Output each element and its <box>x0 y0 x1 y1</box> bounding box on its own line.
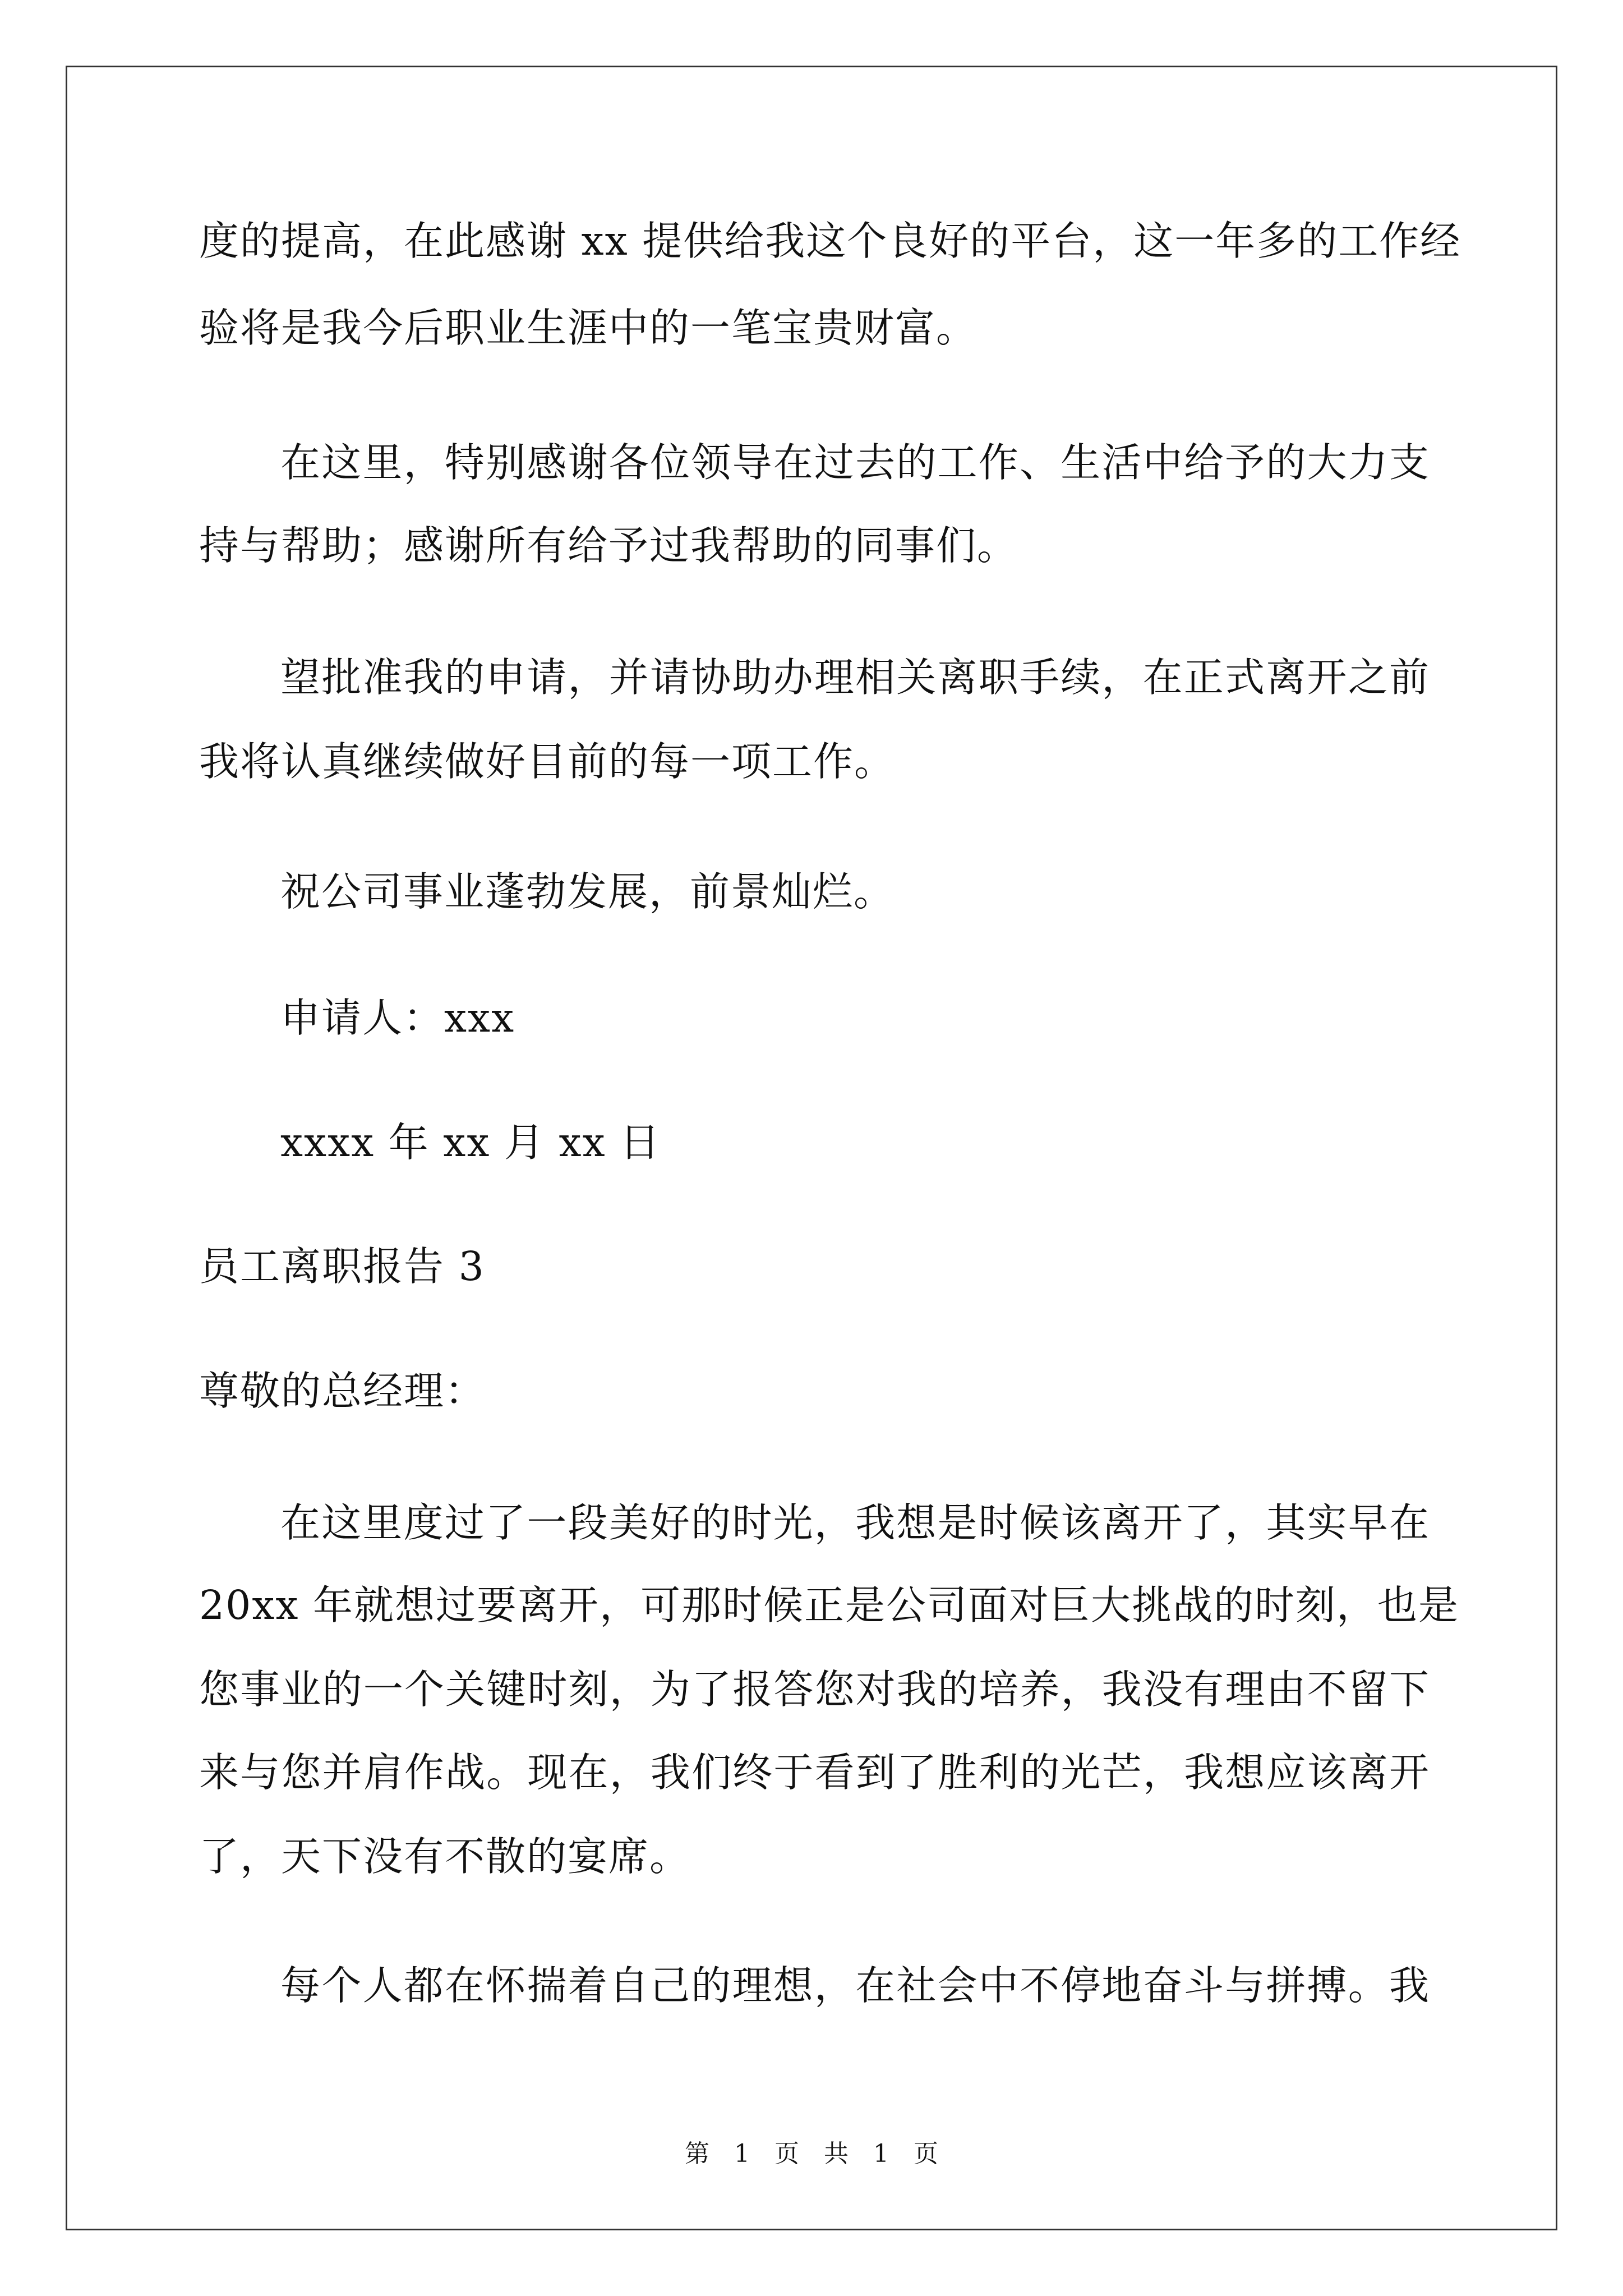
page-footer <box>0 2137 1623 2171</box>
text-line: 望批准我的申请，并请协助办理相关离职手续，在正式离开之前 <box>280 654 1430 701</box>
text-line: 来与您并肩作战。现在，我们终于看到了胜利的光芒，我想应该离开 <box>199 1749 1430 1796</box>
text-line: 祝公司事业蓬勃发展，前景灿烂。 <box>280 868 895 915</box>
text-line: 持与帮助；感谢所有给予过我帮助的同事们。 <box>199 522 1018 569</box>
salutation: 尊敬的总经理： <box>199 1368 486 1414</box>
text-line: 您事业的一个关键时刻，为了报答您对我的培养，我没有理由不留下 <box>199 1666 1430 1713</box>
text-line: 了，天下没有不散的宴席。 <box>199 1833 691 1880</box>
text-line: 在这里，特别感谢各位领导在过去的工作、生活中给予的大力支 <box>280 439 1430 486</box>
text-line: 在这里度过了一段美好的时光，我想是时候该离开了，其实早在 <box>280 1499 1430 1546</box>
page-number: 第 1 页 <box>685 2139 799 2168</box>
text-line: 每个人都在怀揣着自己的理想，在社会中不停地奋斗与拼搏。我 <box>280 1962 1430 2009</box>
text-line: 度的提高，在此感谢 xx 提供给我这个良好的平台，这一年多的工作经 <box>199 218 1461 264</box>
section-heading: 员工离职报告 3 <box>199 1243 485 1290</box>
signature-applicant: 申请人：xxx <box>280 995 515 1041</box>
text-line: 20xx 年就想过要离开，可那时候正是公司面对巨大挑战的时刻，也是 <box>199 1582 1459 1628</box>
text-line: 验将是我今后职业生涯中的一笔宝贵财富。 <box>199 305 978 351</box>
text-line: 我将认真继续做好目前的每一项工作。 <box>199 738 896 785</box>
signature-date: xxxx 年 xx 月 xx 日 <box>280 1119 661 1166</box>
page-total: 共 1 页 <box>824 2139 938 2168</box>
